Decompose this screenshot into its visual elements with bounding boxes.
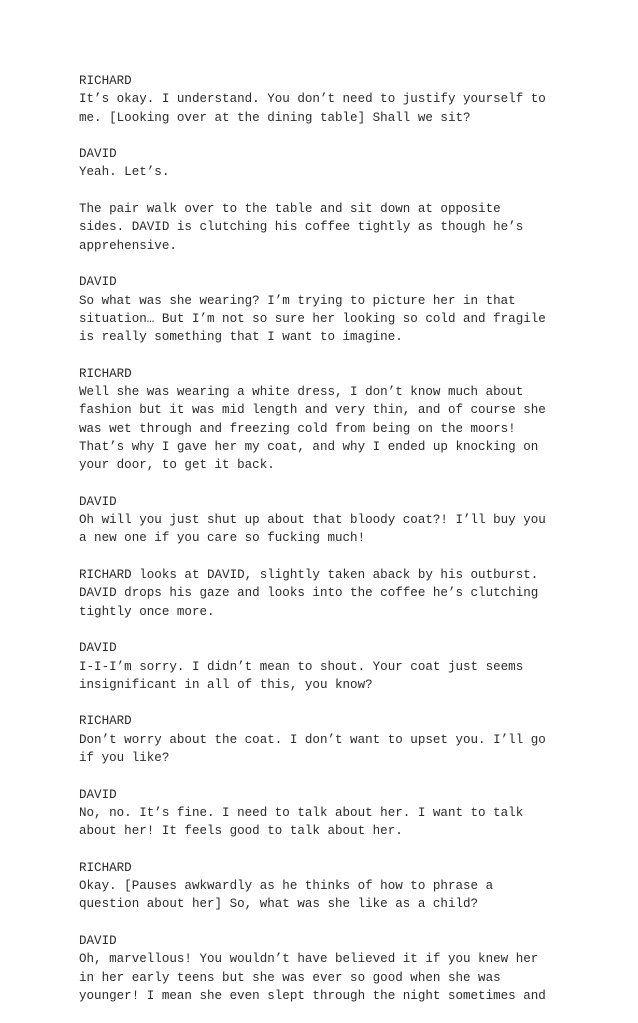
dialogue-block (79, 639, 569, 694)
speaker-name: DAVID (79, 787, 117, 802)
action-line: The pair walk over to the table and sit down at opposite (79, 202, 501, 217)
dialogue-line: younger! I mean she even slept through the night sometimes and (79, 988, 546, 1003)
speaker-name: DAVID (79, 641, 117, 656)
dialogue-line: Okay. [Pauses awkwardly as he thinks of how to phrase a (79, 879, 494, 894)
dialogue-line: That’s why I gave her my coat, and why I ended up knocking on (79, 439, 539, 454)
action-line: tightly once more. (79, 604, 215, 619)
dialogue-block (79, 859, 569, 914)
dialogue-block (79, 932, 569, 1005)
dialogue-block (79, 273, 569, 346)
action-line: sides. DAVID is clutching his coffee tightly as though he’s (79, 220, 524, 235)
action-line: RICHARD looks at DAVID, slightly taken aback by his outburst. (79, 568, 539, 583)
action-line: DAVID drops his gaze and looks into the coffee he’s clutching (79, 586, 539, 601)
dialogue-line: in her early teens but she was ever so good when she was (79, 970, 501, 985)
speaker-name: RICHARD (79, 74, 132, 88)
dialogue-line: Well she was wearing a white dress, I don’t know much about (79, 385, 524, 400)
dialogue-line: question about her] So, what was she like as a child? (79, 897, 479, 912)
action-line: apprehensive. (79, 238, 177, 253)
speaker-name: DAVID (79, 494, 117, 509)
script-content (79, 72, 569, 1023)
speaker-name: DAVID (79, 933, 117, 948)
dialogue-line: No, no. It’s fine. I need to talk about her. I want to talk (79, 805, 524, 820)
speaker-name: RICHARD (79, 714, 132, 729)
dialogue-line: Oh, marvellous! You wouldn’t have believed it if you knew her (79, 952, 539, 967)
dialogue-block (79, 712, 569, 767)
speaker-name: DAVID (79, 275, 117, 290)
speaker-name: RICHARD (79, 860, 132, 875)
dialogue-line: insignificant in all of this, you know? (79, 677, 373, 692)
dialogue-block (79, 365, 569, 475)
speaker-name: RICHARD (79, 366, 132, 381)
dialogue-line: is really something that I want to imagine. (79, 330, 403, 345)
action-block (79, 200, 569, 255)
dialogue-line: if you like? (79, 750, 170, 765)
dialogue-block (79, 72, 569, 127)
dialogue-line: Don’t worry about the coat. I don’t want to upset you. I’ll go (79, 732, 546, 747)
dialogue-line: situation… But I’m not so sure her looking so cold and fragile (79, 311, 546, 326)
dialogue-line: was wet through and freezing cold from being on the moors! (79, 421, 516, 436)
dialogue-line: fashion but it was mid length and very thin, and of course she (79, 403, 546, 418)
dialogue-line: about her! It feels good to talk about her. (79, 824, 403, 839)
dialogue-block (79, 145, 569, 182)
dialogue-line: a new one if you care so fucking much! (79, 531, 366, 546)
dialogue-block (79, 493, 569, 548)
dialogue-line: It’s okay. I understand. You don’t need to justify yourself to (79, 92, 546, 107)
dialogue-line: your door, to get it back. (79, 458, 275, 473)
dialogue-block (79, 786, 569, 841)
dialogue-line: Yeah. Let’s. (79, 165, 170, 180)
dialogue-line: me. [Looking over at the dining table] Shall we sit? (79, 110, 471, 125)
dialogue-line: Oh will you just shut up about that bloody coat?! I’ll buy you (79, 513, 546, 528)
dialogue-line: I-I-I’m sorry. I didn’t mean to shout. Your coat just seems (79, 659, 524, 674)
dialogue-line: So what was she wearing? I’m trying to picture her in that (79, 293, 516, 308)
action-block (79, 566, 569, 621)
speaker-name: DAVID (79, 147, 117, 162)
